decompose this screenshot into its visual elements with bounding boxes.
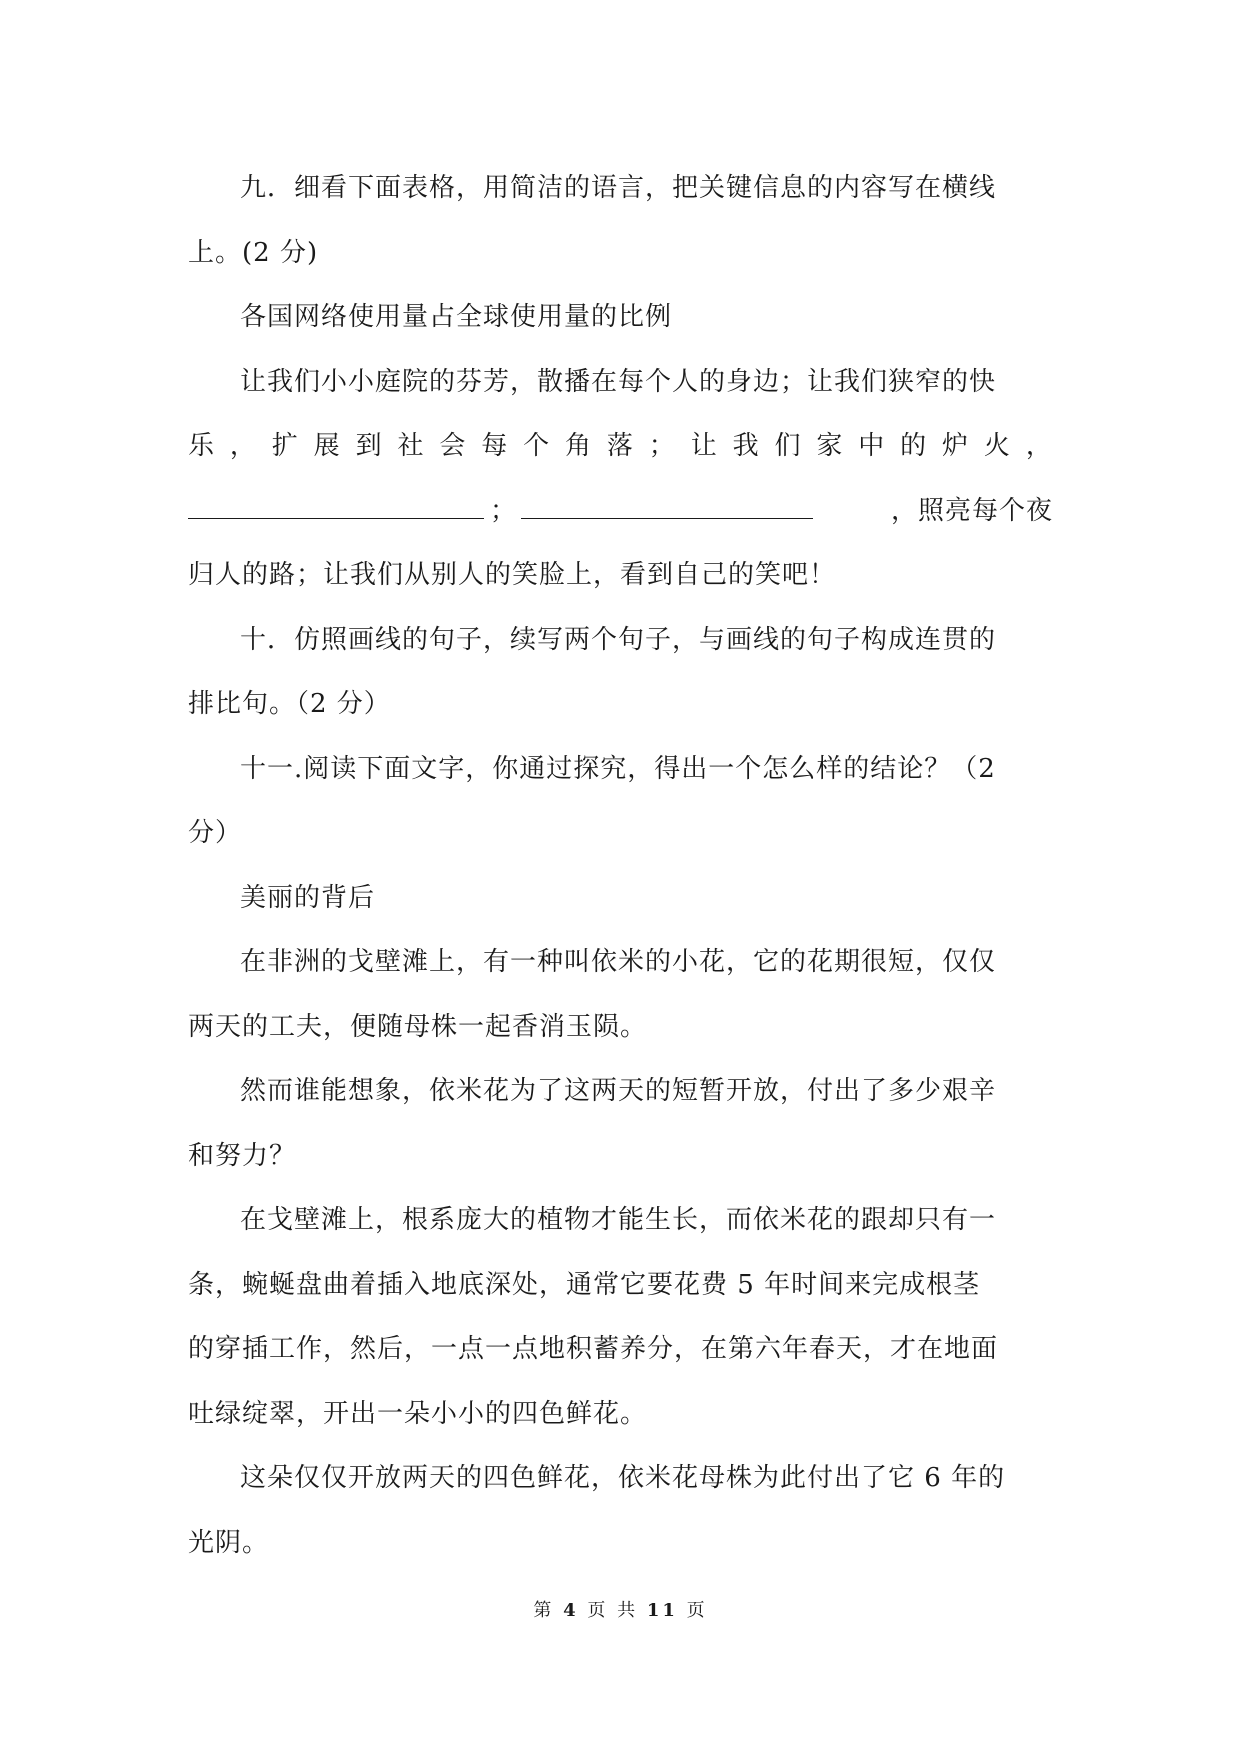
sentence-line-3 [188,479,1053,544]
question-11-text: 十一.阅读下面文字，你通过探究，得出一个怎么样的结论？（2 [240,753,996,784]
sentence-char: ， [1025,431,1053,461]
answer-blank-2[interactable] [521,498,813,519]
table-title-text: 各国网络使用量占全球使用量的比例 [240,302,673,332]
sentence-char: 扩 [271,431,299,461]
paragraph-1-text-1: 在非洲的戈壁滩上，有一种叫依米的小花，它的花期很短，仅仅 [240,947,997,977]
paragraph-3-text-4: 吐绿绽翠，开出一朵小小的四色鲜花。 [188,1398,648,1429]
paragraph-4-line-1 [188,1446,1053,1511]
sentence-char: 让 [690,431,718,461]
sentence-char: 展 [313,431,341,461]
sentence-char: 落 [606,431,634,461]
sentence-char: 社 [397,431,425,461]
paragraph-3-text-1: 在戈壁滩上，根系庞大的植物才能生长，而依米花的跟却只有一 [240,1205,997,1235]
paragraph-3-line-4 [188,1382,1053,1447]
sentence-text-3: ，照亮每个夜 [890,495,1053,526]
sentence-line-1 [188,350,1053,415]
question-10-line-2 [188,672,1053,737]
question-11-line-1 [188,737,1053,802]
footer-prefix: 第 [533,1600,555,1621]
question-10-points: 排比句。（2 分） [188,689,391,719]
sentence-char: 家 [816,431,844,461]
paragraph-4-text-1: 这朵仅仅开放两天的四色鲜花，依米花母株为此付出了它 6 年的 [240,1463,1006,1493]
question-9-text: 九．细看下面表格，用简洁的语言，把关键信息的内容写在横线 [240,173,997,203]
sentence-char: 乐 [188,431,216,461]
question-10-text: 十．仿照画线的句子，续写两个句子，与画线的句子构成连贯的 [240,624,997,655]
paragraph-4-line-2 [188,1511,1053,1576]
question-10-line-1 [188,608,1053,673]
sentence-char: ； [648,431,676,461]
page-footer [0,1596,1241,1622]
question-11-points: 分） [188,818,243,848]
sentence-text-4: 归人的路；让我们从别人的笑脸上，看到自己的笑吧！ [188,560,837,590]
paragraph-3-line-3 [188,1317,1053,1382]
footer-middle: 页 共 [587,1600,639,1621]
footer-page-number: 4 [563,1600,579,1621]
footer-suffix: 页 [686,1600,708,1621]
table-title [188,285,1053,350]
paragraph-3-text-3: 的穿插工作，然后，一点一点地积蓄养分，在第六年春天，才在地面 [188,1334,999,1364]
paragraph-3-line-2 [188,1253,1053,1318]
sentence-text-1: 让我们小小庭院的芬芳，散播在每个人的身边；让我们狭窄的快 [240,366,997,397]
sentence-char: 们 [774,431,802,461]
answer-blank-1[interactable] [188,498,484,519]
passage-title-text: 美丽的背后 [240,882,376,913]
paragraph-3-text-2: 条，蜿蜒盘曲着插入地底深处，通常它要花费 5 年时间来完成根茎 [188,1269,981,1300]
question-9-line-2 [188,221,1053,286]
sentence-char: 会 [439,431,467,461]
paragraph-1-text-2: 两天的工夫，便随母株一起香消玉陨。 [188,1011,648,1042]
sentence-line-2 [188,414,1053,479]
sentence-char: 角 [565,431,593,461]
blank-separator: ； [490,495,518,526]
question-11-line-2 [188,801,1053,866]
paragraph-1-line-1 [188,930,1053,995]
paragraph-3-line-1 [188,1188,1053,1253]
sentence-char: 我 [732,431,760,461]
sentence-char: 每 [481,431,509,461]
paragraph-2-text-2: 和努力？ [188,1140,297,1171]
sentence-line-4 [188,543,1053,608]
document-body [188,156,1053,1575]
sentence-char: 到 [355,431,383,461]
sentence-char: 炉 [942,431,970,461]
paragraph-2-line-1 [188,1059,1053,1124]
sentence-char: 中 [858,431,886,461]
paragraph-1-line-2 [188,995,1053,1060]
sentence-char: 火 [983,431,1011,461]
question-9-line-1 [188,156,1053,221]
question-9-points: 上。(2 分) [188,237,319,268]
paragraph-4-text-2: 光阴。 [188,1527,270,1558]
footer-total-pages: 11 [646,1600,678,1621]
passage-title [188,866,1053,931]
paragraph-2-line-2 [188,1124,1053,1189]
sentence-char: 的 [900,431,928,461]
sentence-char: ， [229,431,257,461]
sentence-char: 个 [523,431,551,461]
paragraph-2-text-1: 然而谁能想象，依米花为了这两天的短暂开放，付出了多少艰辛 [240,1076,997,1106]
